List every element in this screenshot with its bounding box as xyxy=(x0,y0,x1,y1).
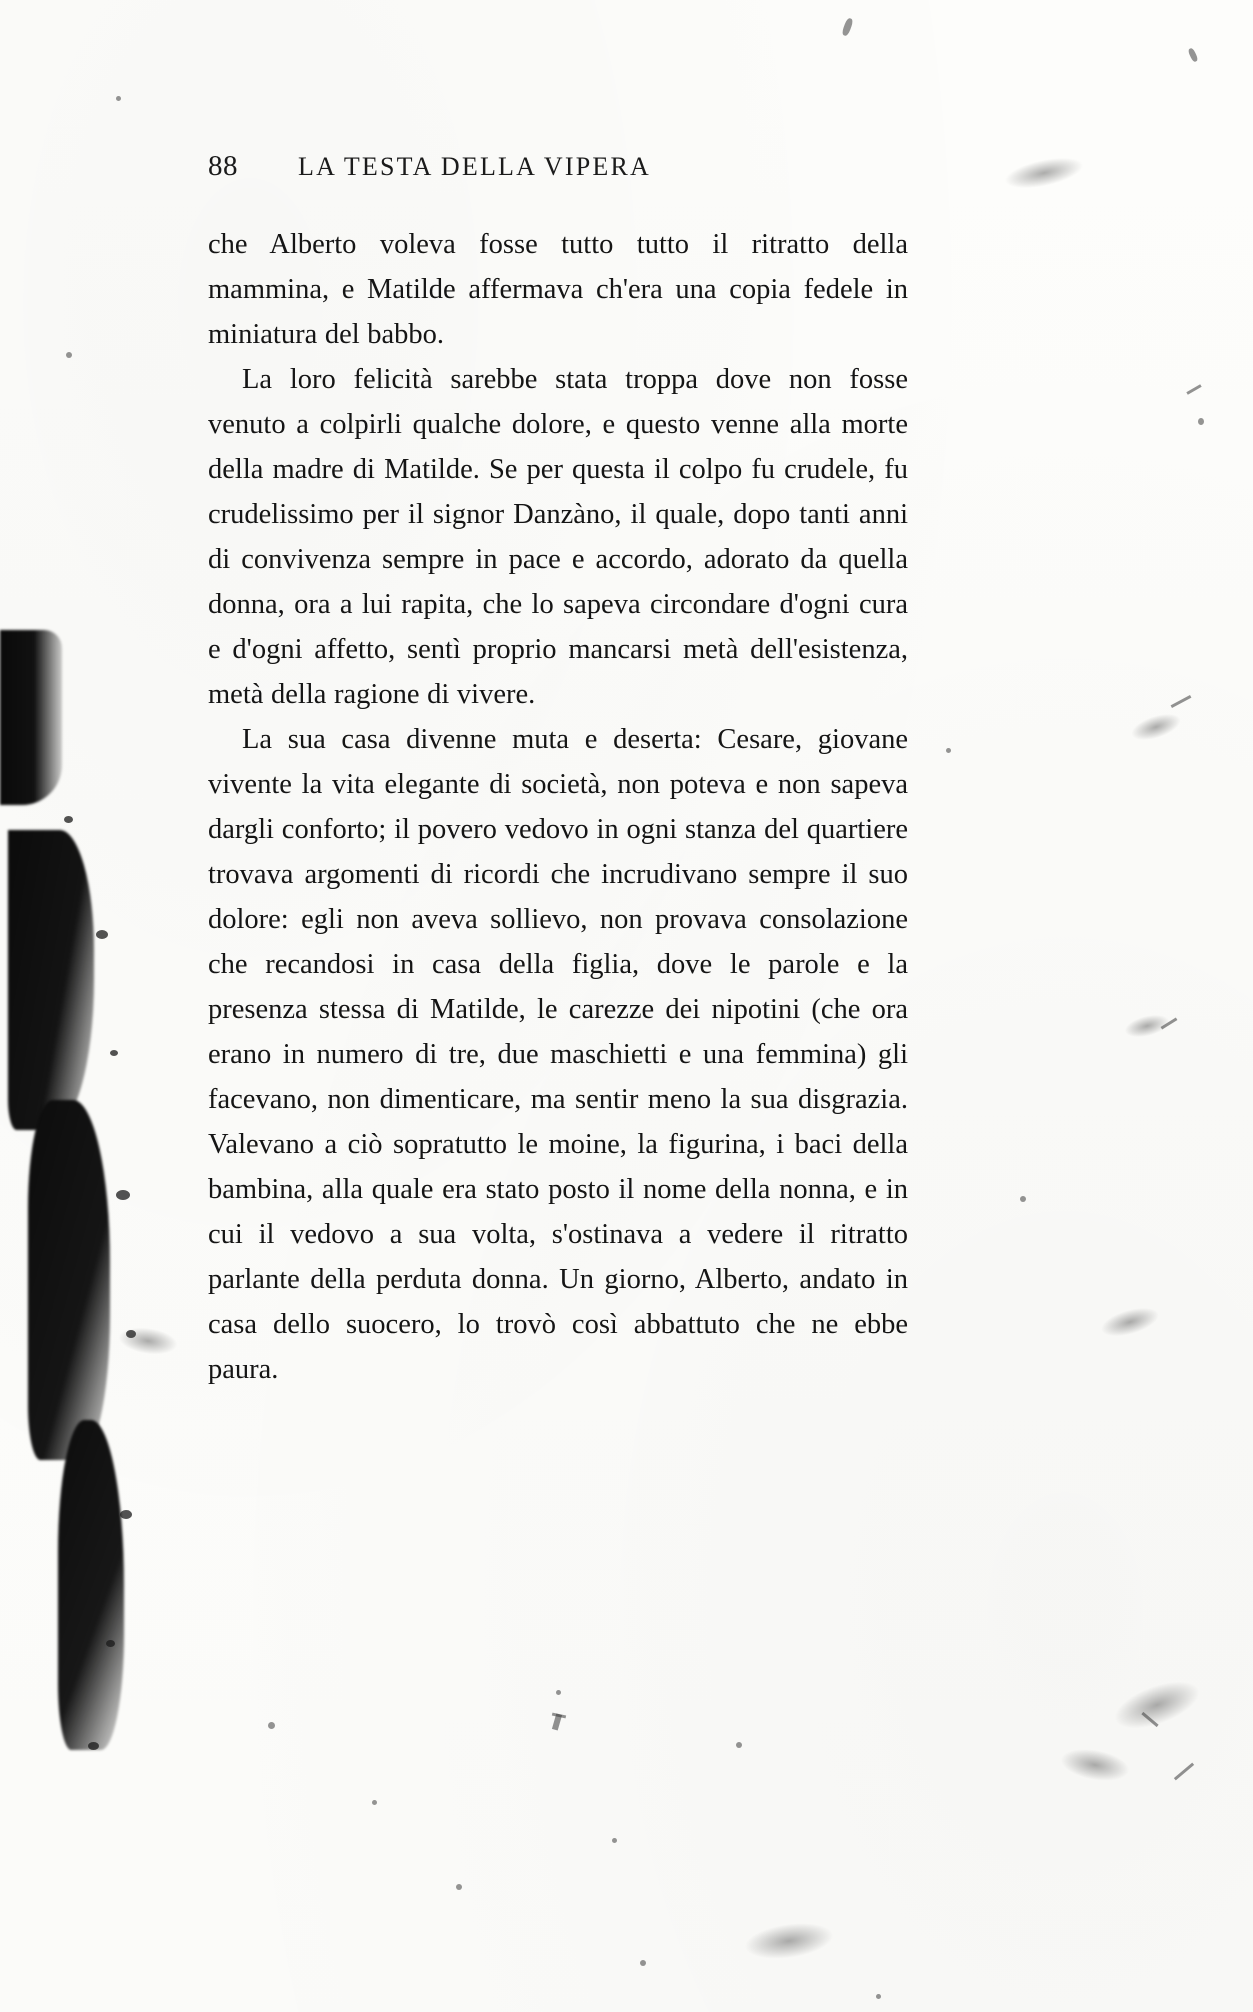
scan-smudge xyxy=(1128,709,1184,746)
scan-speck xyxy=(106,1640,115,1647)
scan-speck xyxy=(456,1884,462,1890)
scan-smudge xyxy=(1058,1744,1132,1786)
scan-smudge xyxy=(1122,1011,1171,1042)
paragraph: che Alberto voleva fosse tutto tutto il ritratto della mammina, e Matilde affermava ch'era una copia fedele in miniatura del babbo. xyxy=(208,229,908,350)
scan-speck xyxy=(876,1994,881,1999)
binding-blob xyxy=(0,630,62,805)
scan-speck xyxy=(556,1690,561,1695)
scan-speck xyxy=(116,96,121,101)
binding-blob xyxy=(28,1100,110,1460)
scan-tick xyxy=(552,1713,566,1719)
scan-speck xyxy=(1187,47,1198,62)
scan-speck xyxy=(372,1800,377,1805)
running-title: LA TESTA DELLA VIPERA xyxy=(298,152,652,181)
scan-speck xyxy=(110,1050,118,1056)
paragraph: La loro felicità sarebbe stata troppa dove non fosse venuto a colpirli qualche dolore, e questo venne alla morte della madre di Matilde. Se per questa il colpo fu crudele, fu crudelissimo per il signor Danzàno, il quale, dopo tanti anni di convivenza sempre in pace e accordo, adorato da quella donna, ora a lui rapita, che lo sapeva circondare d'ogni cura e d'ogni affetto, sentì proprio mancarsi metà dell'esistenza, metà della ragione di vivere. xyxy=(208,364,908,710)
scan-smudge xyxy=(1098,1302,1162,1342)
scan-tick xyxy=(552,1713,562,1730)
scan-speck xyxy=(268,1722,275,1729)
scan-tick xyxy=(1161,1017,1178,1029)
running-head xyxy=(208,150,968,183)
scan-speck xyxy=(612,1838,617,1843)
scan-speck xyxy=(120,1510,132,1519)
scan-speck xyxy=(1020,1196,1026,1202)
page-text xyxy=(208,222,908,1392)
scan-speck xyxy=(736,1742,742,1748)
scan-speck xyxy=(96,930,108,939)
scan-smudge xyxy=(1108,1672,1206,1738)
paragraph: La sua casa divenne muta e deserta: Cesare, giovane vivente la vita elegante di società, non poteva e non sapeva dargli conforto; il povero vedovo in ogni stanza del quartiere trovava argomenti di ricordi che incrudivano sempre il suo dolore: egli non aveva sollievo, non provava consolazione che recandosi in casa della figlia, dove le parole e la presenza stessa di Matilde, le carezze dei nipotini (che ora erano in numero di tre, due maschietti e una femmina) gli facevano, non dimenticare, ma sentir meno la sua disgrazia. Valevano a ciò sopratutto le moine, la figurina, i baci della bambina, alla quale era stato posto il nome della nonna, e in cui il vedovo a sua volta, s'ostinava a vedere il ritratto parlante della perduta donna. Un giorno, Alberto, andato in casa dello suocero, lo trovò così abbattuto che ne ebbe paura. xyxy=(208,724,908,1385)
scan-smudge xyxy=(742,1918,836,1964)
scan-speck xyxy=(66,352,72,358)
scan-tick xyxy=(1186,384,1201,395)
binding-blob xyxy=(8,830,94,1130)
binding-blob xyxy=(58,1420,124,1750)
page-binding-shadow xyxy=(0,630,150,1790)
page-number: 88 xyxy=(208,150,238,182)
scan-speck xyxy=(640,1960,646,1966)
scan-speck xyxy=(88,1742,99,1750)
scan-smudge xyxy=(116,1324,179,1358)
scan-speck xyxy=(946,748,951,753)
scan-tick xyxy=(1171,695,1192,708)
scan-speck xyxy=(126,1330,136,1338)
scan-smudge xyxy=(1002,152,1086,194)
scan-speck xyxy=(116,1190,130,1200)
scan-tick xyxy=(1174,1763,1194,1781)
scan-speck xyxy=(1198,418,1204,425)
scan-tick xyxy=(1141,1712,1158,1727)
scan-speck xyxy=(64,816,73,823)
scan-speck xyxy=(841,17,854,36)
